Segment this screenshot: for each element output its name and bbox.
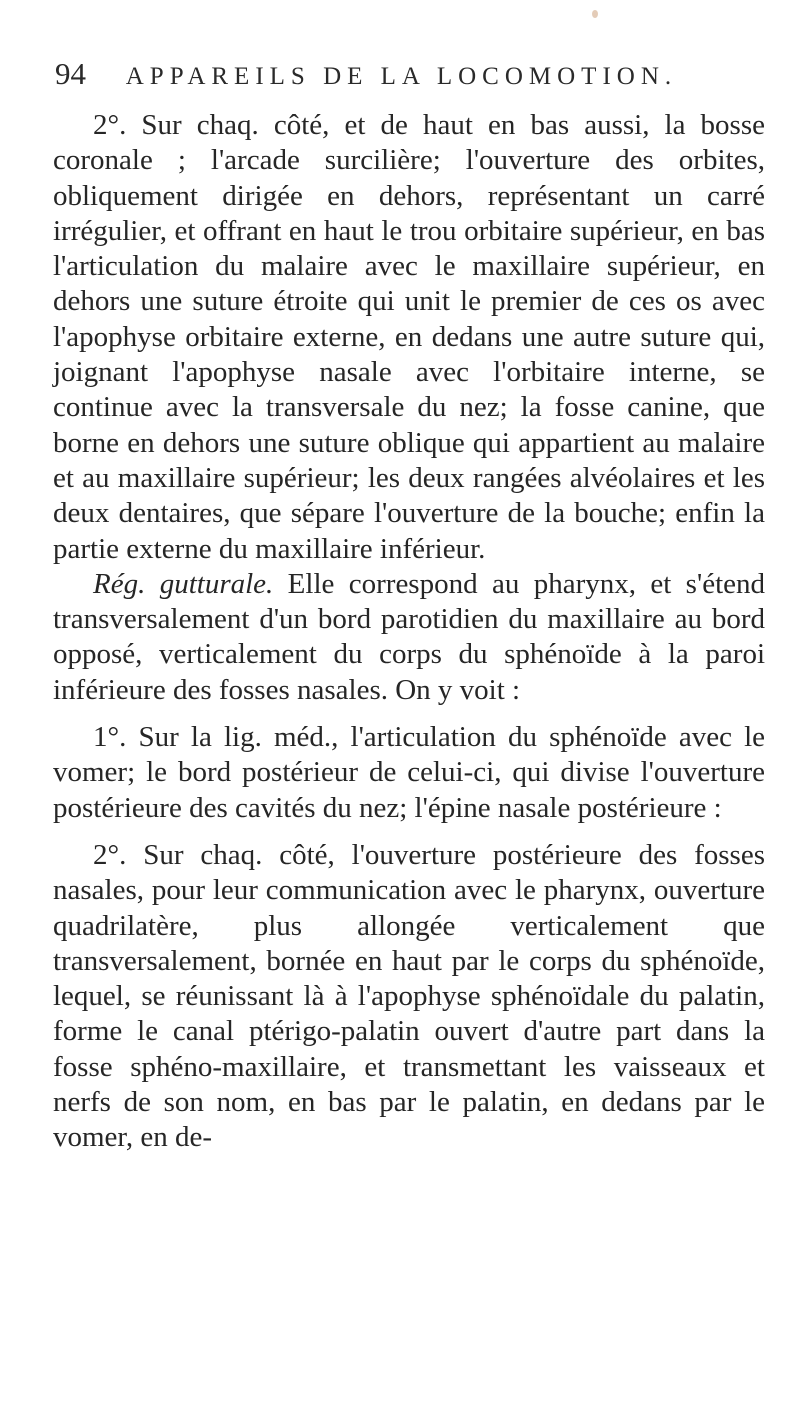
paragraph-text: 2°. Sur chaq. côté, l'ouverture postérieure des fosses nasales, pour leur communication avec le pharynx, ouverture quadrilatère, plus allongée verticalement que transversalement, bornée en haut par le corps du sphénoïde, lequel, se réunissant là à l'apophyse sphénoïdale du palatin, forme le canal ptérigo-palatin ouvert d'autre part dans la fosse sphéno-maxillaire, et transmettant les vaisseaux et nerfs de son nom, en bas par le palatin, en dedans par le vomer, en de- — [53, 838, 765, 1154]
paper-stain — [592, 10, 598, 18]
paragraph-text: 2°. Sur chaq. côté, et de haut en bas aussi, la bosse coronale ; l'arcade surcilière; l'ouverture des orbites, obliquement dirigée en dehors, représentant un carré irrégulier, et offrant en haut le trou orbitaire supérieur, en bas l'articulation du malaire avec le maxillaire supérieur, en dehors une suture étroite qui unit le premier de ces os avec l'apophyse orbitaire externe, en dedans une autre suture qui, joignant l'apophyse nasale avec l'orbitaire interne, se continue avec la transversale du nez; la fosse canine, que borne en dehors une suture oblique qui appartient au malaire et au maxillaire supérieur; les deux rangées alvéolaires et les deux dentaires, que sépare l'ouverture de la bouche; enfin la partie externe du maxillaire inférieur. — [53, 109, 765, 565]
paragraph-chaque-cote — [53, 838, 765, 1156]
paragraph-text: Elle correspond au pharynx, et s'étend transversalement d'un bord parotidien du maxillaire au bord opposé, verticalement du corps du sphénoïde à la paroi inférieure des fosses nasales. On y voit : — [53, 567, 765, 706]
paragraph-ligne-mediane — [53, 720, 765, 826]
paragraph-gap — [53, 708, 765, 720]
paragraph-region-gutturale — [53, 567, 765, 708]
running-title: APPAREILS DE LA LOCOMOTION. — [125, 63, 678, 90]
running-header — [55, 44, 775, 104]
page-number: 94 — [55, 56, 86, 91]
section-label: Rég. gutturale. — [93, 567, 274, 600]
paragraph-gap — [53, 826, 765, 838]
paragraph-text: 1°. Sur la lig. méd., l'articulation du sphénoïde avec le vomer; le bord postérieur de celui-ci, qui divise l'ouverture postérieure des cavités du nez; l'épine nasale postérieure : — [53, 721, 765, 824]
body-text — [53, 108, 765, 1156]
paragraph-cote-bas — [53, 108, 765, 567]
